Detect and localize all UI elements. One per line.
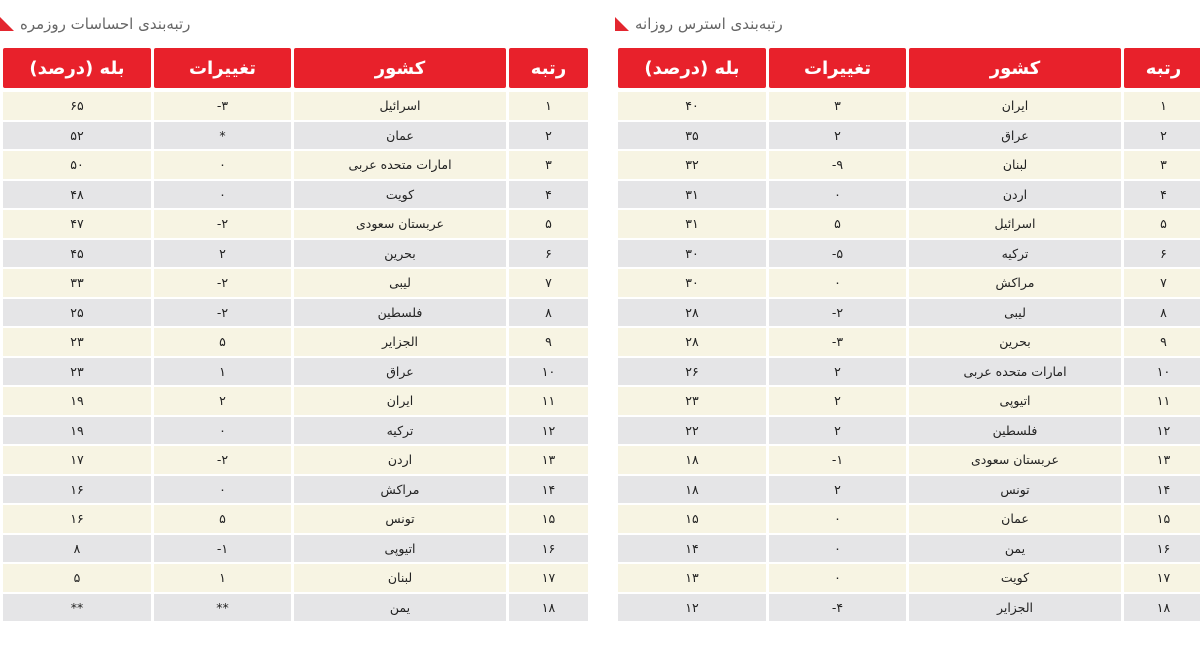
cell-change: -۱ xyxy=(154,535,291,565)
cell-change: ۰ xyxy=(154,181,291,211)
cell-rank: ۴ xyxy=(509,181,588,211)
cell-yes-percent: ۱۹ xyxy=(3,387,151,417)
cell-change: -۴ xyxy=(769,594,906,624)
cell-change: ۲ xyxy=(769,122,906,152)
header-yes-percent: بله (درصد) xyxy=(618,48,766,88)
cell-change: ۰ xyxy=(154,151,291,181)
cell-rank: ۱۶ xyxy=(1124,535,1200,565)
cell-country: اردن xyxy=(294,446,506,476)
cell-yes-percent: ۸ xyxy=(3,535,151,565)
cell-rank: ۹ xyxy=(509,328,588,358)
table-row xyxy=(3,446,588,476)
cell-country: اسرائیل xyxy=(909,210,1121,240)
cell-yes-percent: ۳۰ xyxy=(618,269,766,299)
cell-country: ترکیه xyxy=(294,417,506,447)
cell-rank: ۱۳ xyxy=(509,446,588,476)
cell-rank: ۱۰ xyxy=(1124,358,1200,388)
cell-yes-percent: ۱۶ xyxy=(3,476,151,506)
cell-yes-percent: ۲۶ xyxy=(618,358,766,388)
cell-yes-percent: ۳۰ xyxy=(618,240,766,270)
table-row xyxy=(3,417,588,447)
cell-change: ** xyxy=(154,594,291,624)
cell-yes-percent: ۵ xyxy=(3,564,151,594)
cell-yes-percent: ۳۵ xyxy=(618,122,766,152)
cell-rank: ۲ xyxy=(509,122,588,152)
cell-yes-percent: ۱۲ xyxy=(618,594,766,624)
cell-country: الجزایر xyxy=(909,594,1121,624)
table-row xyxy=(3,328,588,358)
cell-change: ۵ xyxy=(154,505,291,535)
cell-rank: ۴ xyxy=(1124,181,1200,211)
table-row xyxy=(618,358,1200,388)
header-yes-percent: بله (درصد) xyxy=(3,48,151,88)
cell-yes-percent: ۳۳ xyxy=(3,269,151,299)
cell-yes-percent: ۲۵ xyxy=(3,299,151,329)
cell-rank: ۱۸ xyxy=(509,594,588,624)
cell-rank: ۹ xyxy=(1124,328,1200,358)
cell-rank: ۱۱ xyxy=(1124,387,1200,417)
cell-change: -۲ xyxy=(154,446,291,476)
cell-country: کویت xyxy=(909,564,1121,594)
cell-rank: ۶ xyxy=(1124,240,1200,270)
cell-change: -۹ xyxy=(769,151,906,181)
cell-change: ۰ xyxy=(769,535,906,565)
cell-country: اسرائیل xyxy=(294,92,506,122)
cell-country: فلسطین xyxy=(909,417,1121,447)
table-row xyxy=(618,564,1200,594)
cell-change: ۰ xyxy=(769,181,906,211)
cell-change: ۲ xyxy=(769,476,906,506)
cell-rank: ۵ xyxy=(1124,210,1200,240)
cell-rank: ۱۲ xyxy=(509,417,588,447)
cell-country: لیبی xyxy=(294,269,506,299)
table-row xyxy=(618,151,1200,181)
cell-yes-percent: ۱۳ xyxy=(618,564,766,594)
cell-rank: ۳ xyxy=(1124,151,1200,181)
emotion-ranking-title xyxy=(0,0,585,48)
stress-ranking-title-text: رتبه‌بندی استرس روزانه xyxy=(635,15,783,33)
cell-country: تونس xyxy=(294,505,506,535)
cell-rank: ۸ xyxy=(509,299,588,329)
stress-ranking-title xyxy=(615,0,1200,48)
table-row xyxy=(3,505,588,535)
cell-yes-percent: ۳۱ xyxy=(618,181,766,211)
cell-change: * xyxy=(154,122,291,152)
cell-rank: ۱ xyxy=(1124,92,1200,122)
cell-yes-percent: ۱۶ xyxy=(3,505,151,535)
emotion-ranking-title-text: رتبه‌بندی احساسات روزمره xyxy=(20,15,191,33)
cell-change: ۱ xyxy=(154,358,291,388)
table-row xyxy=(3,92,588,122)
cell-change: ۰ xyxy=(769,269,906,299)
cell-rank: ۱۸ xyxy=(1124,594,1200,624)
cell-country: امارات متحده عربی xyxy=(909,358,1121,388)
table-row xyxy=(618,240,1200,270)
cell-yes-percent: ۲۸ xyxy=(618,299,766,329)
cell-change: ۰ xyxy=(154,417,291,447)
cell-country: امارات متحده عربی xyxy=(294,151,506,181)
table-row xyxy=(618,181,1200,211)
table-row xyxy=(3,476,588,506)
cell-rank: ۱۱ xyxy=(509,387,588,417)
cell-yes-percent: ۳۱ xyxy=(618,210,766,240)
cell-rank: ۸ xyxy=(1124,299,1200,329)
cell-change: ۰ xyxy=(154,476,291,506)
triangle-marker-icon xyxy=(615,17,629,31)
cell-change: -۲ xyxy=(769,299,906,329)
cell-change: -۳ xyxy=(769,328,906,358)
cell-country: اتیوپی xyxy=(294,535,506,565)
cell-country: ایران xyxy=(294,387,506,417)
cell-country: عربستان سعودی xyxy=(909,446,1121,476)
cell-rank: ۱۶ xyxy=(509,535,588,565)
cell-yes-percent: ** xyxy=(3,594,151,624)
table-row xyxy=(618,594,1200,624)
emotion-ranking-table xyxy=(0,48,591,623)
table-row xyxy=(3,594,588,624)
cell-yes-percent: ۴۷ xyxy=(3,210,151,240)
table-row xyxy=(618,210,1200,240)
cell-yes-percent: ۲۳ xyxy=(618,387,766,417)
cell-country: عراق xyxy=(294,358,506,388)
cell-rank: ۱۷ xyxy=(509,564,588,594)
table-row xyxy=(618,505,1200,535)
cell-rank: ۳ xyxy=(509,151,588,181)
cell-yes-percent: ۶۵ xyxy=(3,92,151,122)
cell-rank: ۷ xyxy=(1124,269,1200,299)
cell-yes-percent: ۳۲ xyxy=(618,151,766,181)
cell-rank: ۱ xyxy=(509,92,588,122)
cell-country: لبنان xyxy=(909,151,1121,181)
table-row xyxy=(618,387,1200,417)
cell-yes-percent: ۱۵ xyxy=(618,505,766,535)
cell-change: ۲ xyxy=(769,387,906,417)
cell-change: ۵ xyxy=(769,210,906,240)
stress-ranking-table xyxy=(615,48,1200,623)
header-rank: رتبه xyxy=(1124,48,1200,88)
cell-country: کویت xyxy=(294,181,506,211)
cell-change: ۱ xyxy=(154,564,291,594)
cell-country: الجزایر xyxy=(294,328,506,358)
cell-rank: ۱۵ xyxy=(509,505,588,535)
cell-country: عربستان سعودی xyxy=(294,210,506,240)
table-row xyxy=(3,181,588,211)
cell-change: -۵ xyxy=(769,240,906,270)
cell-change: ۲ xyxy=(769,417,906,447)
cell-rank: ۱۳ xyxy=(1124,446,1200,476)
cell-country: لیبی xyxy=(909,299,1121,329)
table-row xyxy=(618,92,1200,122)
cell-country: یمن xyxy=(294,594,506,624)
cell-yes-percent: ۲۲ xyxy=(618,417,766,447)
cell-yes-percent: ۵۰ xyxy=(3,151,151,181)
cell-yes-percent: ۵۲ xyxy=(3,122,151,152)
table-header-row xyxy=(3,48,588,88)
table-row xyxy=(3,535,588,565)
emotion-ranking-panel xyxy=(0,0,585,623)
table-row xyxy=(618,269,1200,299)
table-row xyxy=(3,564,588,594)
cell-yes-percent: ۲۳ xyxy=(3,358,151,388)
table-row xyxy=(618,417,1200,447)
cell-country: ایران xyxy=(909,92,1121,122)
cell-country: ترکیه xyxy=(909,240,1121,270)
table-row xyxy=(618,446,1200,476)
table-row xyxy=(3,122,588,152)
table-row xyxy=(618,122,1200,152)
cell-country: عمان xyxy=(909,505,1121,535)
header-country: کشور xyxy=(294,48,506,88)
cell-rank: ۲ xyxy=(1124,122,1200,152)
cell-country: مراکش xyxy=(294,476,506,506)
table-row xyxy=(3,151,588,181)
table-row xyxy=(618,299,1200,329)
cell-rank: ۱۴ xyxy=(509,476,588,506)
cell-country: عمان xyxy=(294,122,506,152)
cell-rank: ۱۰ xyxy=(509,358,588,388)
cell-yes-percent: ۱۷ xyxy=(3,446,151,476)
cell-country: بحرین xyxy=(294,240,506,270)
cell-change: ۲ xyxy=(154,387,291,417)
header-rank: رتبه xyxy=(509,48,588,88)
cell-yes-percent: ۴۰ xyxy=(618,92,766,122)
cell-country: مراکش xyxy=(909,269,1121,299)
cell-country: فلسطین xyxy=(294,299,506,329)
table-row xyxy=(3,269,588,299)
cell-country: بحرین xyxy=(909,328,1121,358)
cell-yes-percent: ۱۸ xyxy=(618,446,766,476)
cell-rank: ۵ xyxy=(509,210,588,240)
table-row xyxy=(3,210,588,240)
stress-ranking-panel xyxy=(615,0,1200,623)
cell-yes-percent: ۴۸ xyxy=(3,181,151,211)
cell-change: -۲ xyxy=(154,269,291,299)
cell-country: عراق xyxy=(909,122,1121,152)
table-row xyxy=(618,328,1200,358)
table-row xyxy=(3,387,588,417)
cell-yes-percent: ۱۴ xyxy=(618,535,766,565)
cell-rank: ۱۲ xyxy=(1124,417,1200,447)
cell-rank: ۱۴ xyxy=(1124,476,1200,506)
cell-change: -۱ xyxy=(769,446,906,476)
cell-rank: ۶ xyxy=(509,240,588,270)
cell-yes-percent: ۱۸ xyxy=(618,476,766,506)
cell-change: ۵ xyxy=(154,328,291,358)
cell-country: اردن xyxy=(909,181,1121,211)
cell-rank: ۱۵ xyxy=(1124,505,1200,535)
header-country: کشور xyxy=(909,48,1121,88)
header-changes: تغییرات xyxy=(154,48,291,88)
triangle-marker-icon xyxy=(0,17,14,31)
table-row xyxy=(3,358,588,388)
header-changes: تغییرات xyxy=(769,48,906,88)
cell-yes-percent: ۴۵ xyxy=(3,240,151,270)
cell-change: -۲ xyxy=(154,299,291,329)
cell-change: ۰ xyxy=(769,564,906,594)
cell-change: -۳ xyxy=(154,92,291,122)
cell-change: ۰ xyxy=(769,505,906,535)
cell-yes-percent: ۱۹ xyxy=(3,417,151,447)
cell-country: یمن xyxy=(909,535,1121,565)
cell-change: ۲ xyxy=(154,240,291,270)
cell-country: تونس xyxy=(909,476,1121,506)
cell-country: لبنان xyxy=(294,564,506,594)
cell-country: اتیوپی xyxy=(909,387,1121,417)
cell-rank: ۷ xyxy=(509,269,588,299)
table-row xyxy=(618,535,1200,565)
cell-rank: ۱۷ xyxy=(1124,564,1200,594)
table-row xyxy=(3,240,588,270)
table-row xyxy=(618,476,1200,506)
cell-change: ۳ xyxy=(769,92,906,122)
cell-yes-percent: ۲۸ xyxy=(618,328,766,358)
table-header-row xyxy=(618,48,1200,88)
cell-change: -۲ xyxy=(154,210,291,240)
cell-change: ۲ xyxy=(769,358,906,388)
cell-yes-percent: ۲۳ xyxy=(3,328,151,358)
table-row xyxy=(3,299,588,329)
